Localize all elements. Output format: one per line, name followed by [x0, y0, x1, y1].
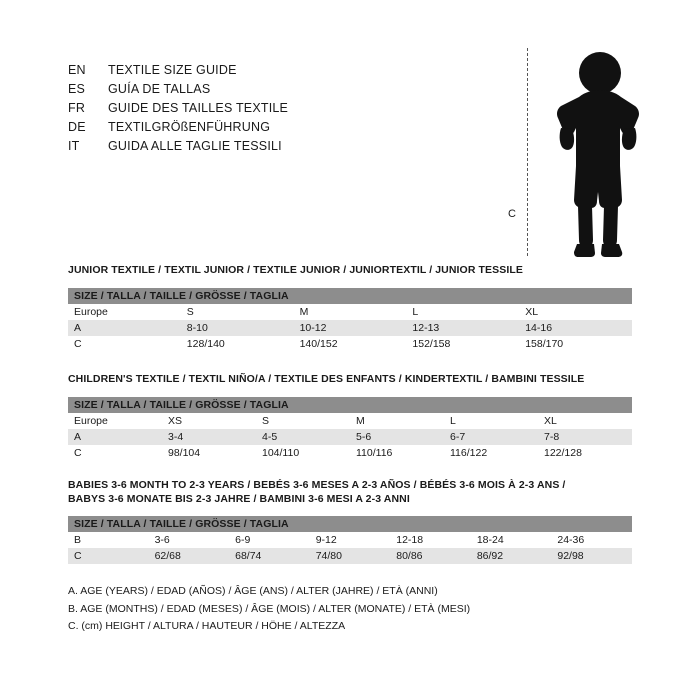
cell: 158/170	[519, 336, 632, 352]
footnote-b: B. AGE (MONTHS) / EDAD (MESES) / ÂGE (MOIS) / ALTER (MONATE) / ETÀ (MESI)	[68, 602, 471, 615]
table-row	[68, 304, 632, 320]
language-row-en	[68, 63, 448, 82]
language-row-fr	[68, 101, 448, 120]
row-label: C	[68, 336, 181, 352]
cell: 128/140	[181, 336, 294, 352]
cell: 18-24	[471, 532, 552, 548]
language-title-en: TEXTILE SIZE GUIDE	[108, 63, 237, 77]
table-row	[68, 336, 632, 352]
cell: 80/86	[390, 548, 471, 564]
cell: 10-12	[294, 320, 407, 336]
language-title-de: TEXTILGRÖßENFÜHRUNG	[108, 120, 271, 134]
cell: 110/116	[350, 445, 444, 461]
cell: 104/110	[256, 445, 350, 461]
table-band-babies	[68, 516, 632, 532]
cell: XS	[162, 413, 256, 429]
cell: 98/104	[162, 445, 256, 461]
cell: 9-12	[310, 532, 391, 548]
table-row	[68, 445, 632, 461]
cell: 6-7	[444, 429, 538, 445]
cell: 5-6	[350, 429, 444, 445]
cell: S	[256, 413, 350, 429]
language-row-it	[68, 139, 448, 158]
table-band-junior	[68, 288, 632, 304]
language-code-de: DE	[68, 120, 86, 134]
cell: 12-13	[406, 320, 519, 336]
cell: 3-4	[162, 429, 256, 445]
table-row	[68, 413, 632, 429]
row-label: Europe	[68, 413, 162, 429]
section-title-junior: JUNIOR TEXTILE / TEXTIL JUNIOR / TEXTILE JUNIOR / JUNIORTEXTIL / JUNIOR TESSILE	[68, 264, 523, 276]
cell: XL	[538, 413, 632, 429]
cell: 14-16	[519, 320, 632, 336]
cell: M	[350, 413, 444, 429]
cell: 24-36	[551, 532, 632, 548]
band-label-babies: SIZE / TALLA / TAILLE / GRÖSSE / TAGLIA	[68, 516, 632, 532]
language-row-es	[68, 82, 448, 101]
footnote-a: A. AGE (YEARS) / EDAD (AÑOS) / ÂGE (ANS) / ALTER (JAHRE) / ETÀ (ANNI)	[68, 585, 438, 597]
language-code-fr: FR	[68, 101, 86, 115]
row-label: C	[68, 445, 162, 461]
cell: 12-18	[390, 532, 471, 548]
row-label: C	[68, 548, 149, 564]
cell: 152/158	[406, 336, 519, 352]
section-title-babies-line2: BABYS 3-6 MONATE BIS 2-3 JAHRE / BAMBINI 3-6 MESI A 2-3 ANNI	[68, 493, 410, 505]
junior-size-table	[68, 288, 632, 352]
cell: L	[444, 413, 538, 429]
band-label-junior: SIZE / TALLA / TAILLE / GRÖSSE / TAGLIA	[68, 288, 632, 304]
cell: M	[294, 304, 407, 320]
child-silhouette-icon	[543, 50, 653, 265]
children-size-table	[68, 397, 632, 461]
babies-size-table	[68, 516, 632, 564]
language-title-fr: GUIDE DES TAILLES TEXTILE	[108, 101, 289, 115]
language-title-it: GUIDA ALLE TAGLIE TESSILI	[108, 139, 282, 153]
cell: XL	[519, 304, 632, 320]
language-row-de	[68, 120, 448, 139]
row-label: A	[68, 429, 162, 445]
table-band-children	[68, 397, 632, 413]
cell: 62/68	[149, 548, 230, 564]
band-label-children: SIZE / TALLA / TAILLE / GRÖSSE / TAGLIA	[68, 397, 632, 413]
language-title-block	[68, 63, 448, 158]
cell: 7-8	[538, 429, 632, 445]
table-row	[68, 429, 632, 445]
measure-label-c: C	[508, 208, 516, 220]
cell: 116/122	[444, 445, 538, 461]
language-code-it: IT	[68, 139, 80, 153]
table-row	[68, 532, 632, 548]
row-label: B	[68, 532, 149, 548]
language-title-es: GUÍA DE TALLAS	[108, 82, 211, 96]
cell: 6-9	[229, 532, 310, 548]
cell: 68/74	[229, 548, 310, 564]
footnote-c: C. (cm) HEIGHT / ALTURA / HAUTEUR / HÖHE / ALTEZZA	[68, 620, 346, 632]
section-title-babies-line1: BABIES 3-6 MONTH TO 2-3 YEARS / BEBÉS 3-6 MESES A 2-3 AÑOS / BÉBÉS 3-6 MOIS À 2-3 ANS /	[68, 479, 566, 491]
table-row	[68, 548, 632, 564]
row-label: Europe	[68, 304, 181, 320]
cell: 3-6	[149, 532, 230, 548]
cell: L	[406, 304, 519, 320]
cell: 92/98	[551, 548, 632, 564]
table-row	[68, 320, 632, 336]
height-figure	[495, 48, 665, 263]
language-code-en: EN	[68, 63, 86, 77]
measure-dashed-line	[527, 48, 528, 256]
section-title-children: CHILDREN'S TEXTILE / TEXTIL NIÑO/A / TEXTILE DES ENFANTS / KINDERTEXTIL / BAMBINI TESSILE	[68, 373, 585, 385]
cell: S	[181, 304, 294, 320]
cell: 122/128	[538, 445, 632, 461]
footnotes	[68, 583, 470, 636]
cell: 4-5	[256, 429, 350, 445]
cell: 140/152	[294, 336, 407, 352]
cell: 8-10	[181, 320, 294, 336]
row-label: A	[68, 320, 181, 336]
cell: 74/80	[310, 548, 391, 564]
language-code-es: ES	[68, 82, 86, 96]
cell: 86/92	[471, 548, 552, 564]
